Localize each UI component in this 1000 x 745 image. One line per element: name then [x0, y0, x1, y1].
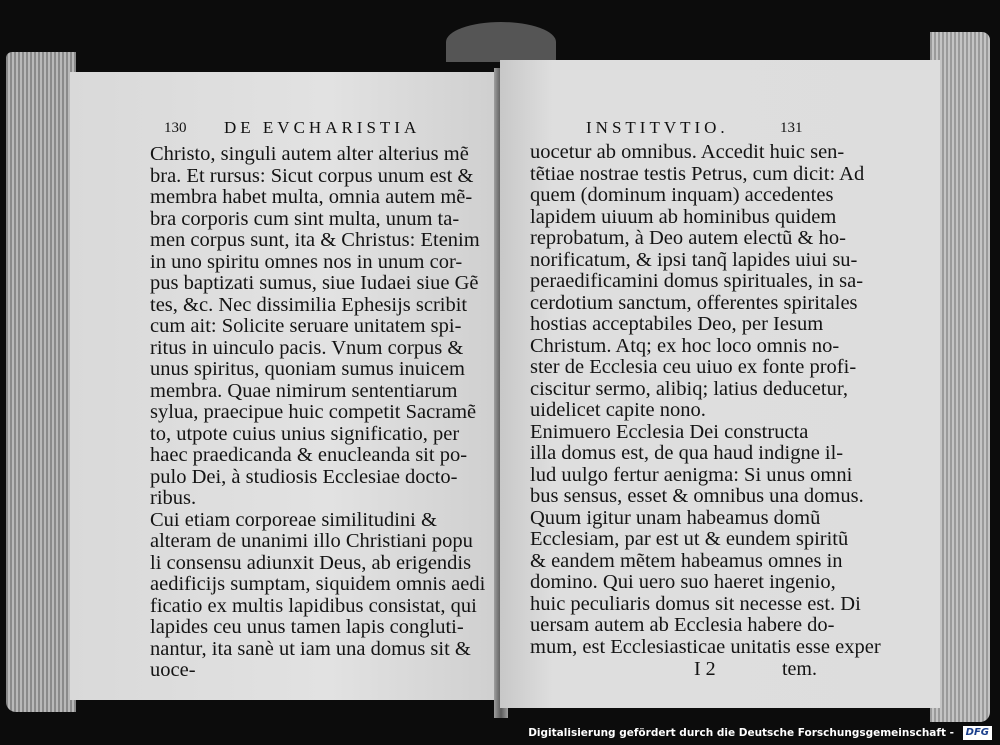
left-page	[70, 72, 502, 700]
left-text-line: tes, &c. Nec dissimilia Ephesijs scribit	[150, 293, 468, 316]
left-text-block	[150, 144, 485, 682]
left-text-line: uoce-	[150, 659, 196, 681]
left-text-line: ritus in uinculo pacis. Vnum corpus &	[150, 336, 464, 359]
left-text-line: li consensu adiunxit Deus, ab erigendis	[150, 551, 472, 574]
right-text-line: uidelicet capite nono.	[530, 399, 706, 421]
right-text-line: cerdotium sanctum, offerentes spiritales	[530, 291, 858, 314]
left-text-line: ribus.	[150, 487, 197, 509]
right-text-line: Ecclesiam, par est ut & eundem spiritũ	[530, 528, 849, 550]
right-text-line: illa domus est, de qua haud indigne il-	[530, 442, 844, 464]
right-running-header: INSTITVTIO.	[586, 118, 729, 137]
left-text-line: in uno spiritu omnes nos in unum cor-	[150, 250, 463, 273]
dfg-logo: DFG	[963, 726, 992, 740]
left-folio: 130	[164, 120, 187, 136]
left-running-header: DE EVCHARISTIA	[224, 118, 421, 137]
right-text-line: lapidem uiuum ab hominibus quidem	[530, 205, 837, 228]
right-text-line: norificatum, & ipsi tanq̃ lapides uiui su-	[530, 248, 858, 271]
left-text-line: sylua, praecipue huic competit Sacramẽ	[150, 401, 477, 423]
left-text-line: alteram de unanimi illo Christiani popu	[150, 530, 473, 552]
right-text-line: bus sensus, esset & omnibus una domus.	[530, 485, 864, 507]
right-text-line: uocetur ab omnibus. Accedit huic sen-	[530, 141, 845, 163]
right-folio: 131	[780, 120, 803, 136]
left-text-line: membra habet multa, omnia autem mẽ-	[150, 186, 473, 208]
right-text-line: & eandem mẽtem habeamus omnes in	[530, 549, 843, 572]
left-text-line: men corpus sunt, ita & Christus: Etenim	[150, 229, 480, 251]
right-text-line: tẽtiae nostrae testis Petrus, cum dicit: Ad	[530, 162, 865, 185]
left-text-line: aedificijs sumptam, siquidem omnis aedi	[150, 573, 486, 595]
right-text-line: peraedificamini domus spirituales, in sa-	[530, 270, 864, 292]
right-text-line: Enimuero Ecclesia Dei constructa	[530, 420, 809, 443]
open-book	[6, 22, 990, 724]
right-text-line: ciscitur sermo, alibiq; latius deducetur,	[530, 377, 848, 400]
right-text-line: reprobatum, à Deo autem electũ & ho-	[530, 227, 846, 249]
left-text-line: nantur, ita sanè ut iam una domus sit &	[150, 637, 471, 660]
left-text-line: Christo, singuli autem alter alterius mẽ	[150, 143, 469, 165]
right-text-line: quem (dominum inquam) accedentes	[530, 184, 834, 206]
right-text-line: ster de Ecclesia ceu uiuo ex fonte profi-	[530, 356, 857, 378]
right-text-line: Quum igitur unam habeamus domũ	[530, 506, 821, 529]
right-text-line: huic peculiaris domus sit necesse est. Di	[530, 592, 861, 615]
right-text-block	[530, 142, 881, 658]
left-text-line: unus spiritus, quoniam sumus inuicem	[150, 358, 465, 380]
right-text-line: uersam autem ab Ecclesia habere do-	[530, 614, 835, 636]
left-text-line: haec praedicanda & enucleanda sit po-	[150, 444, 468, 466]
left-text-line: bra. Et rursus: Sicut corpus unum est &	[150, 164, 474, 187]
left-text-line: pulo Dei, à studiosis Ecclesiae docto-	[150, 465, 458, 488]
left-text-line: cum ait: Solicite seruare unitatem spi-	[150, 315, 462, 337]
catchword: tem.	[782, 658, 817, 680]
book-spine	[446, 22, 556, 62]
left-page-edges	[6, 52, 76, 712]
right-text-line: Christum. Atq; ex hoc loco omnis no-	[530, 334, 840, 357]
right-text-line: domino. Qui uero suo haeret ingenio,	[530, 571, 836, 593]
right-page	[500, 60, 940, 708]
left-text-line: pus baptizati sumus, siue Iudaei siue Gẽ	[150, 272, 479, 294]
left-text-line: ficatio ex multis lapidibus consistat, qui	[150, 594, 477, 617]
left-text-line: membra. Quae nimirum sententiarum	[150, 379, 458, 402]
left-text-line: to, utpote cuius unius significatio, per	[150, 422, 460, 445]
left-text-line: Cui etiam corporeae similitudini &	[150, 508, 437, 531]
left-text-line: bra corporis cum sint multa, unum ta-	[150, 207, 460, 230]
left-text-line: lapides ceu unus tamen lapis congluti-	[150, 616, 464, 638]
right-text-line: hostias acceptabiles Deo, per Iesum	[530, 313, 824, 335]
digitization-credit: Digitalisierung gefördert durch die Deutsche Forschungsgemeinschaft -	[528, 727, 954, 739]
right-text-line: lud uulgo fertur aenigma: Si unus omni	[530, 463, 853, 486]
signature-mark: I 2	[694, 658, 716, 680]
right-text-line: mum, est Ecclesiasticae unitatis esse exper	[530, 635, 881, 658]
